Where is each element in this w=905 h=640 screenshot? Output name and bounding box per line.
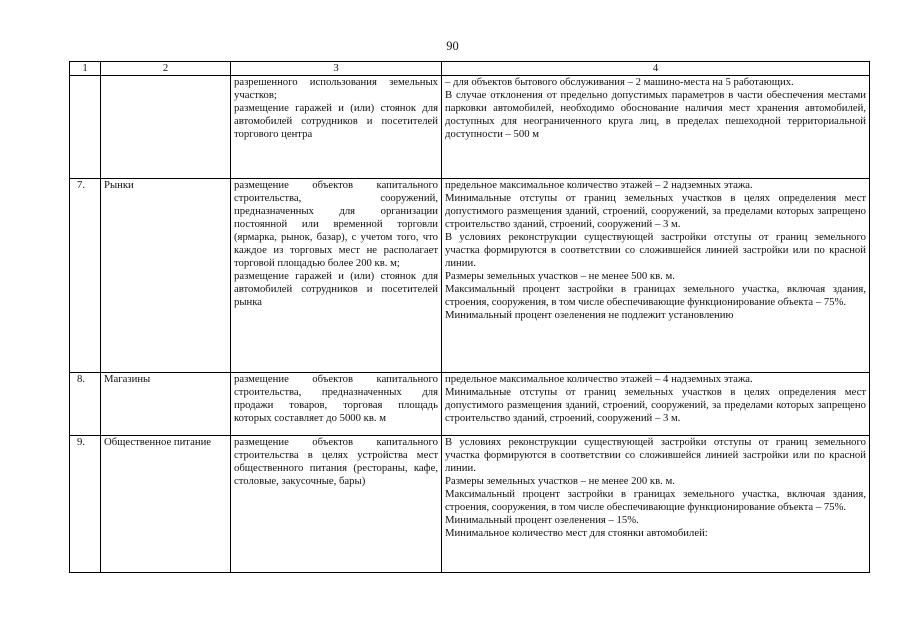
parameter-paragraph: – для объектов бытового обслуживания – 2 машино-места на 5 работающих. [445,76,794,88]
parameter-paragraph: В условиях реконструкции существующей застройки отступы от границ земельного участка формируются в соответствии со сложившейся линией застройки или по красной линии. [445,231,866,269]
use-description-cell: размещение объектов капитального строительства в целях устройства мест общественного питания (рестораны, кафе, столовые, закусочные, бары) [231,436,442,573]
parameter-paragraph: Максимальный процент застройки в границах земельного участка, включая здания, строения, сооружения, в том числе обеспечивающие функционирование объекта – 75%. [445,488,866,513]
table-row-shops [70,373,870,436]
row-number-cell: 8. [70,373,101,436]
header-cell-2: 2 [101,62,231,76]
parameter-paragraph: предельное максимальное количество этажей – 4 надземных этажа. [445,373,753,385]
row-number-cell: 7. [70,179,101,373]
table-row-catering [70,436,870,573]
parameters-cell [442,373,870,436]
header-cell-1: 1 [70,62,101,76]
parameter-paragraph: Минимальный процент озеленения – 15%. [445,514,639,526]
parameters-cell [442,436,870,573]
use-name-cell: Общественное питание [101,436,231,573]
parameter-paragraph: Минимальные отступы от границ земельных участков в целях определения мест допустимого размещения зданий, строений, сооружений, за пределами которых запрещено строительство зданий, строений, сооружений – 3 м. [445,386,866,424]
regulations-table [69,61,870,573]
use-name-cell: Магазины [101,373,231,436]
parameter-paragraph: Минимальные отступы от границ земельных участков в целях определения мест допустимого размещения зданий, строений, сооружений, за пределами которых запрещено строительство зданий, строений, сооружений – 3 м. [445,192,866,230]
header-cell-4: 4 [442,62,870,76]
row-number-cell: 9. [70,436,101,573]
description-paragraph: размещение гаражей и (или) стоянок для автомобилей сотрудников и посетителей торгового центра [234,102,438,140]
table-row-continuation [70,76,870,179]
description-paragraph: размещение объектов капитального строительства, сооружений, предназначенных для организации постоянной или временной торговли (ярмарка, рынок, базар), с учетом того, что каждое из торговых мест не располагает торговой площадью более 200 кв. м; [234,179,438,269]
page-number: 90 [446,39,459,53]
table-row-markets [70,179,870,373]
description-paragraph: разрешенного использования земельных участков; [234,76,438,101]
table-header-row [70,62,870,76]
use-name-cell: Рынки [101,179,231,373]
parameter-paragraph: В условиях реконструкции существующей застройки отступы от границ земельного участка формируются в соответствии со сложившейся линией застройки или по красной линии. [445,436,866,474]
parameter-paragraph: предельное максимальное количество этажей – 2 надземных этажа. [445,179,753,191]
use-name-cell [101,76,231,179]
parameter-paragraph: Размеры земельных участков – не менее 500 кв. м. [445,270,675,282]
parameter-paragraph: В случае отклонения от предельно допустимых параметров в части обеспечения местами парковки автомобилей, необходимо обоснование наличия мест хранения автомобилей, доступных для неограниченного круга лиц, в пределах пешеходной территориальной доступности – 500 м [445,89,866,140]
description-paragraph: размещение гаражей и (или) стоянок для автомобилей сотрудников и посетителей рынка [234,270,438,308]
parameter-paragraph: Максимальный процент застройки в границах земельного участка, включая здания, строения, сооружения, в том числе обеспечивающие функционирование объекта – 75%. [445,283,866,308]
use-description-cell [231,179,442,373]
header-cell-3: 3 [231,62,442,76]
use-description-cell [231,76,442,179]
parameter-paragraph: Минимальное количество мест для стоянки автомобилей: [445,527,708,539]
use-description-cell: размещение объектов капитального строительства, предназначенных для продажи товаров, торговая площадь которых составляет до 5000 кв. м [231,373,442,436]
row-number-cell [70,76,101,179]
parameter-paragraph: Размеры земельных участков – не менее 200 кв. м. [445,475,675,487]
parameters-cell [442,76,870,179]
parameters-cell [442,179,870,373]
parameter-paragraph: Минимальный процент озеленения не подлежит установлению [445,309,734,321]
